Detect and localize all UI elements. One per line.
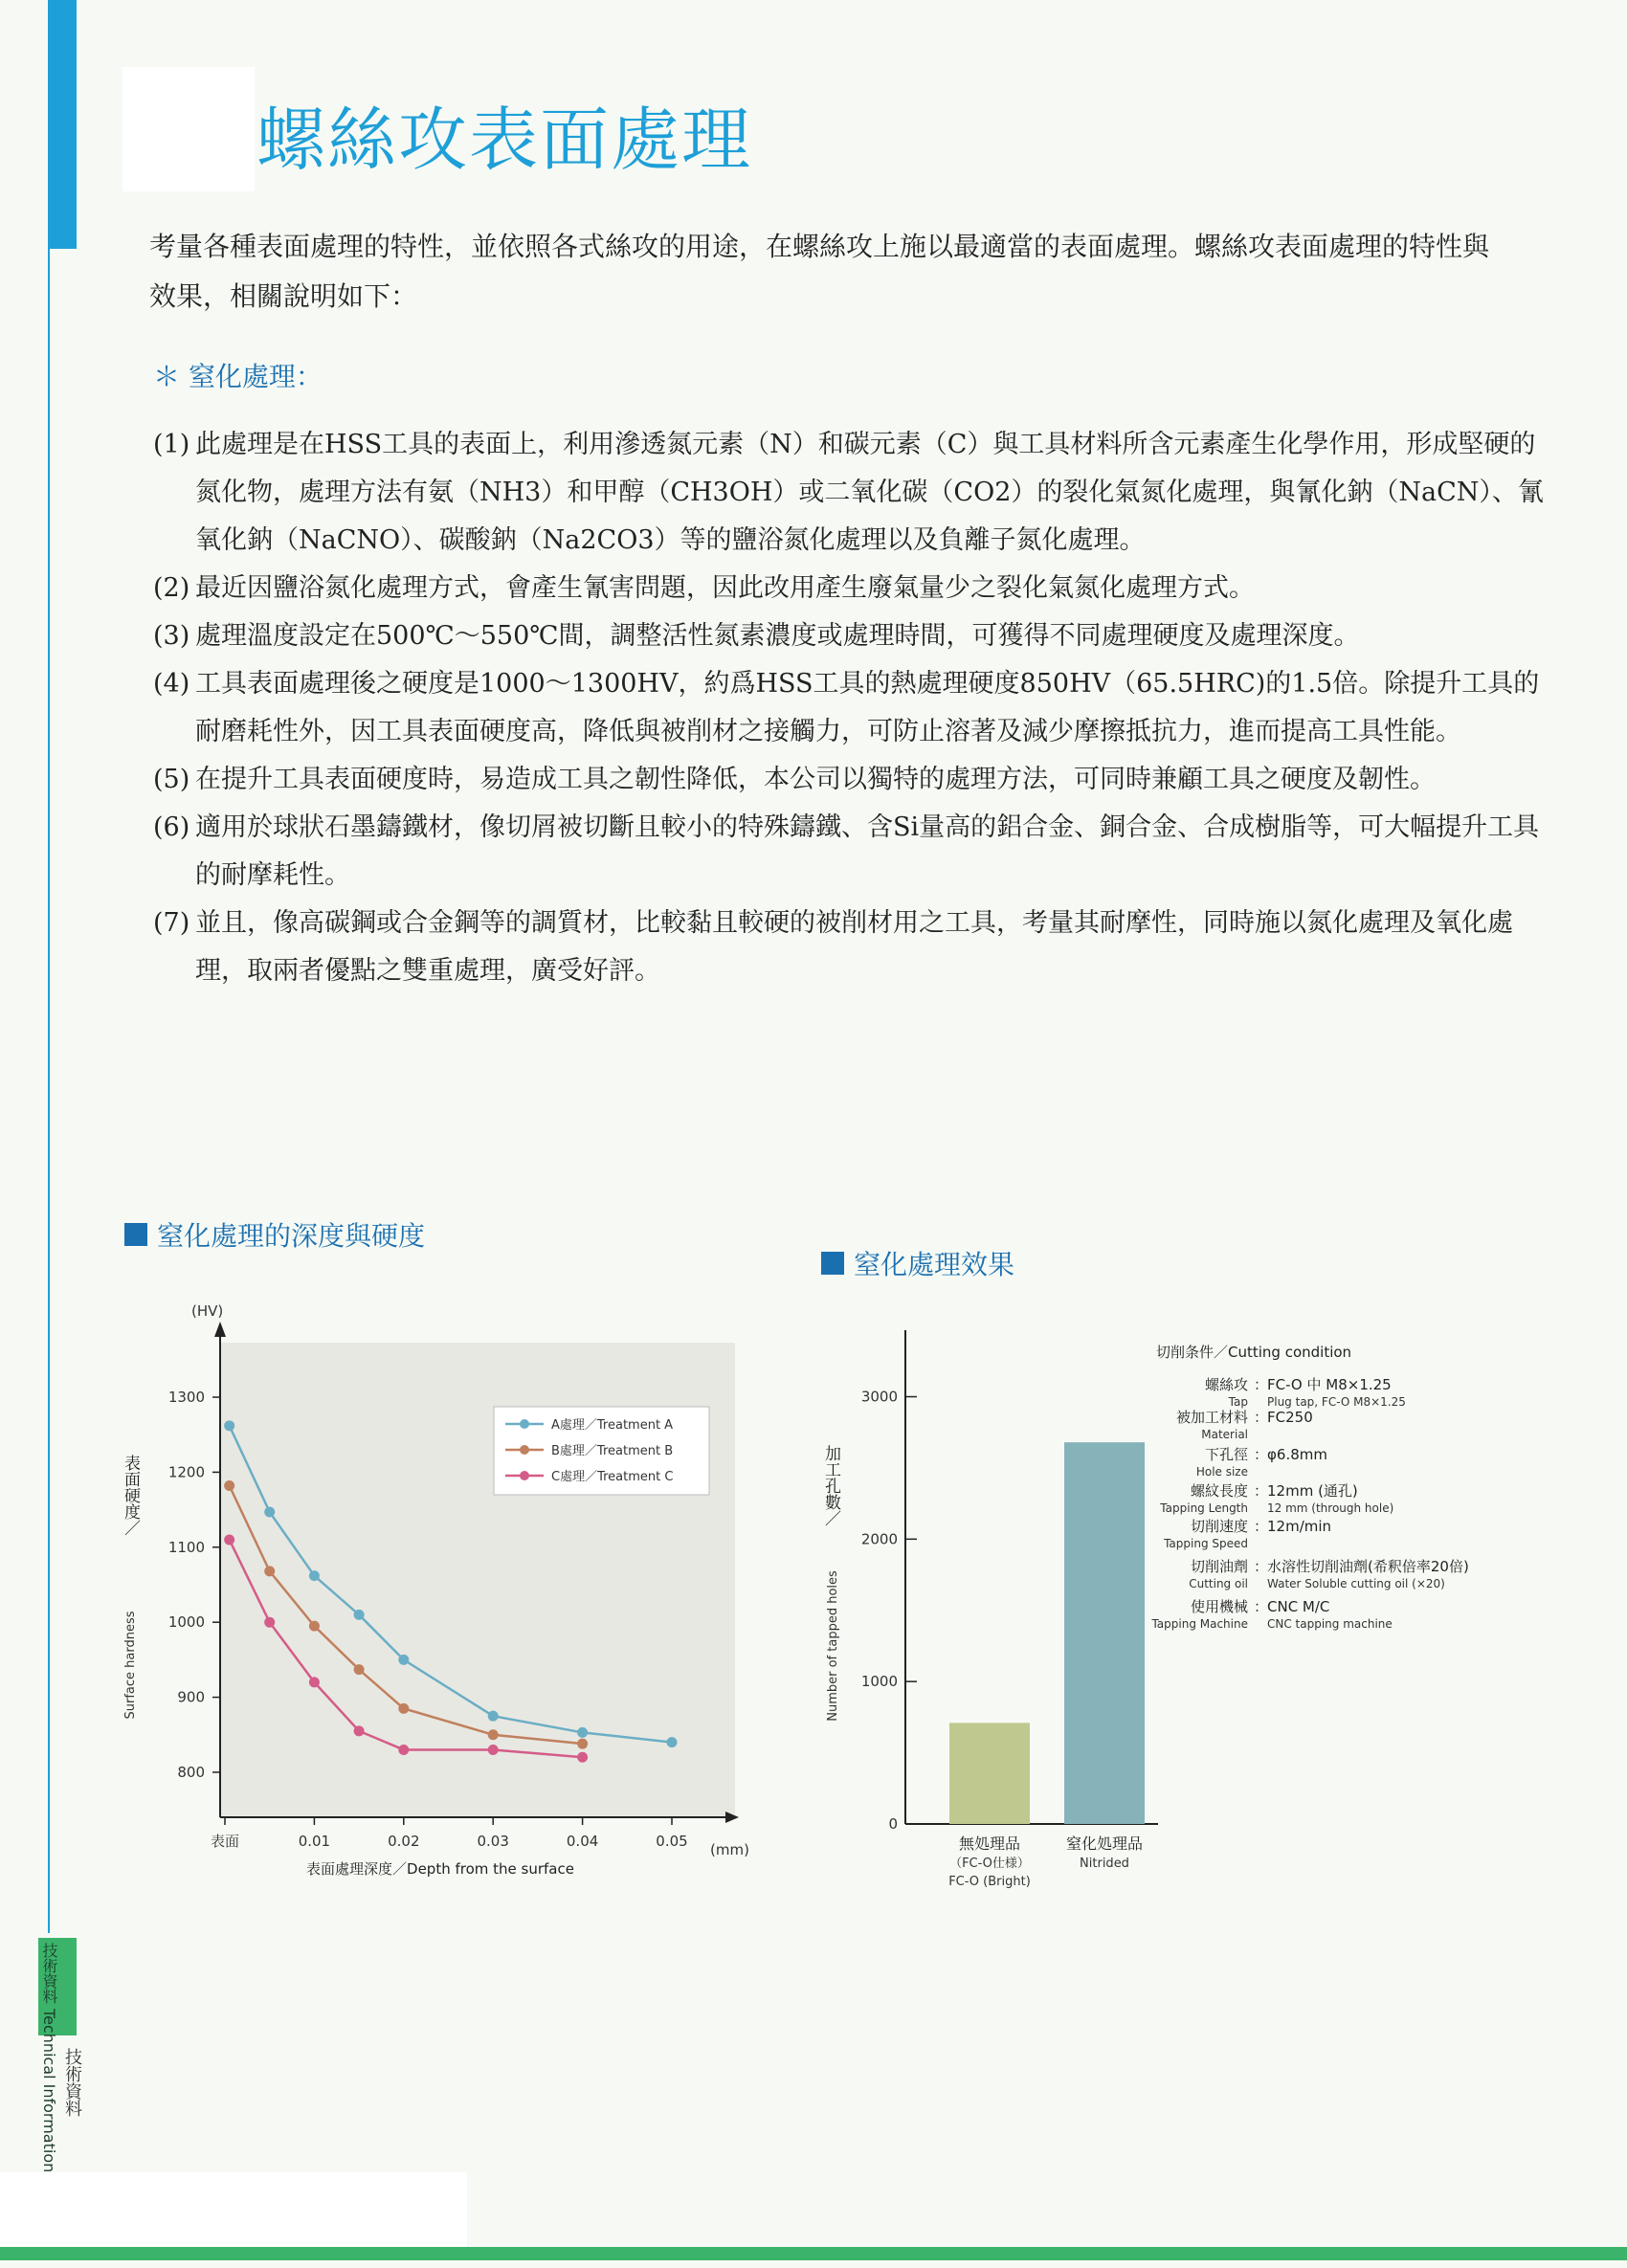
hardness-depth-chart bbox=[115, 1301, 785, 1895]
x-tick-label: 0.03 bbox=[477, 1833, 509, 1850]
list-item bbox=[153, 900, 1550, 995]
condition-label: 下孔徑 bbox=[1204, 1446, 1248, 1463]
y-tick-label: 0 bbox=[888, 1815, 898, 1833]
condition-value: FC250 bbox=[1267, 1409, 1313, 1426]
side-tab-label: 技術資料 Technical Information bbox=[40, 1943, 58, 2173]
y-tick-label: 900 bbox=[177, 1688, 205, 1706]
y-tick-label: 1300 bbox=[167, 1389, 205, 1407]
data-point bbox=[398, 1655, 409, 1665]
condition-label: 被加工材料 bbox=[1175, 1409, 1248, 1426]
item-number: (7) bbox=[153, 908, 190, 938]
condition-label-en: Tap bbox=[1228, 1395, 1248, 1409]
condition-value-en: CNC tapping machine bbox=[1267, 1617, 1393, 1631]
item-text: 並且，像高碳鋼或合金鋼等的調質材，比較黏且較硬的被削材用之工具，考量其耐摩性，同時施以氮化處理及氧化處理，取兩者優點之雙重處理，廣受好評。 bbox=[195, 908, 1513, 986]
condition-colon: ： bbox=[1254, 1558, 1269, 1575]
condition-value: 12m/min bbox=[1267, 1518, 1332, 1535]
page-title: 螺絲攻表面處理 bbox=[256, 100, 753, 180]
square-bullet-icon bbox=[821, 1252, 844, 1275]
data-point bbox=[224, 1420, 234, 1431]
data-point bbox=[264, 1617, 275, 1628]
list-item bbox=[153, 804, 1550, 900]
y-tick-label: 3000 bbox=[860, 1388, 898, 1406]
condition-colon: ： bbox=[1254, 1446, 1269, 1463]
condition-value-en: 12 mm (through hole) bbox=[1267, 1501, 1394, 1515]
x-unit-label: (mm) bbox=[710, 1841, 749, 1858]
y-tick-label: 1100 bbox=[167, 1538, 205, 1556]
condition-label-en: Hole size bbox=[1195, 1465, 1248, 1479]
condition-label: 切削速度 bbox=[1190, 1518, 1248, 1535]
list-item bbox=[153, 565, 1550, 612]
item-number: (2) bbox=[153, 573, 190, 603]
bar bbox=[949, 1723, 1030, 1824]
title-decoration bbox=[123, 67, 255, 191]
condition-colon: ： bbox=[1254, 1518, 1269, 1535]
data-point bbox=[309, 1677, 320, 1687]
list-item bbox=[153, 421, 1550, 565]
y-axis-label-en: Surface hardness bbox=[123, 1611, 138, 1720]
data-point bbox=[309, 1621, 320, 1632]
x-tick-label: 表面 bbox=[210, 1833, 240, 1850]
intro-paragraph: 考量各種表面處理的特性，並依照各式絲攻的用途，在螺絲攻上施以最適當的表面處理。螺絲攻表面處理的特性與效果，相關說明如下： bbox=[149, 231, 1490, 312]
category-sublabel: （FC-O仕様） bbox=[949, 1857, 1030, 1871]
legend-label: A處理／Treatment A bbox=[551, 1418, 674, 1433]
data-point bbox=[488, 1745, 499, 1755]
list-item bbox=[153, 612, 1550, 660]
legend-marker bbox=[520, 1471, 529, 1480]
item-text: 此處理是在HSS工具的表面上，利用滲透氮元素（N）和碳元素（C）與工具材料所含元素產生化學作用，形成堅硬的氮化物，處理方法有氨（NH3）和甲醇（CH3OH）或二氧化碳（CO2）的裂化氣氮化處理，與氰化鈉（NaCN）、氰氧化鈉（NaCNO）、碳酸鈉（Na2CO3）等的鹽浴氮化處理以及負離子氮化處理。 bbox=[195, 430, 1544, 555]
numbered-list bbox=[153, 421, 1550, 995]
x-axis-label: 表面處理深度／Depth from the surface bbox=[306, 1860, 574, 1878]
chart2-heading-text: 窒化處理效果 bbox=[854, 1249, 1015, 1280]
item-number: (1) bbox=[153, 430, 190, 459]
y-tick-label: 1000 bbox=[167, 1613, 205, 1632]
section-heading: ＊ 窒化處理： bbox=[153, 361, 323, 392]
item-number: (3) bbox=[153, 621, 190, 651]
side-label: 技術資料 bbox=[62, 2048, 82, 2117]
condition-value: 12mm (通孔) bbox=[1267, 1482, 1358, 1500]
data-point bbox=[667, 1737, 678, 1747]
list-item bbox=[153, 756, 1550, 804]
data-point bbox=[309, 1570, 320, 1581]
item-number: (4) bbox=[153, 669, 190, 699]
data-point bbox=[398, 1745, 409, 1755]
data-point bbox=[398, 1703, 409, 1714]
bar bbox=[1064, 1442, 1145, 1824]
data-point bbox=[488, 1729, 499, 1740]
category-label: 窒化処理品 bbox=[1065, 1834, 1144, 1853]
condition-colon: ： bbox=[1254, 1376, 1269, 1393]
data-point bbox=[488, 1711, 499, 1722]
y-unit-label: (HV) bbox=[191, 1302, 224, 1320]
item-text: 工具表面處理後之硬度是1000～1300HV，約爲HSS工具的熱處理硬度850HV（65.5HRC)的1.5倍。除提升工具的耐磨耗性外，因工具表面硬度高，降低與被削材之接觸力，可防止溶著及減少摩擦抵抗力，進而提高工具性能。 bbox=[195, 669, 1540, 746]
chart2-heading bbox=[821, 1244, 1014, 1282]
chart1-heading-text: 窒化處理的深度與硬度 bbox=[157, 1220, 426, 1252]
bottom-bar bbox=[0, 2247, 1627, 2260]
data-point bbox=[224, 1534, 234, 1545]
category-sublabel: Nitrided bbox=[1080, 1857, 1129, 1871]
square-bullet-icon bbox=[124, 1223, 147, 1246]
x-tick-label: 0.05 bbox=[656, 1833, 688, 1850]
item-text: 處理溫度設定在500℃～550℃間，調整活性氮素濃度或處理時間，可獲得不同處理硬度及處理深度。 bbox=[195, 621, 1360, 651]
left-accent-bar bbox=[48, 0, 77, 249]
condition-label: 切削油劑 bbox=[1190, 1558, 1248, 1575]
y-tick-label: 800 bbox=[177, 1763, 205, 1781]
item-text: 最近因鹽浴氮化處理方式，會產生氰害問題，因此改用產生廢氣量少之裂化氣氮化處理方式。 bbox=[195, 573, 1255, 603]
y-axis-arrow bbox=[214, 1322, 226, 1337]
footer-decoration bbox=[0, 2172, 467, 2247]
condition-label: 螺紋長度 bbox=[1190, 1482, 1248, 1500]
legend-label: C處理／Treatment C bbox=[551, 1470, 674, 1484]
condition-label: 螺絲攻 bbox=[1204, 1376, 1248, 1393]
conditions-title: 切削条件／Cutting condition bbox=[1156, 1344, 1352, 1361]
data-point bbox=[577, 1727, 588, 1738]
data-point bbox=[264, 1506, 275, 1517]
condition-value-en: Plug tap, FC-O M8×1.25 bbox=[1267, 1395, 1406, 1409]
condition-value: FC-O 中 M8×1.25 bbox=[1267, 1376, 1392, 1393]
category-label: 無処理品 bbox=[958, 1834, 1021, 1853]
legend-marker bbox=[520, 1419, 529, 1429]
item-text: 適用於球狀石墨鑄鐵材，像切屑被切斷且較小的特殊鑄鐵、含Si量高的鋁合金、銅合金、合成樹脂等，可大幅提升工具的耐摩耗性。 bbox=[195, 812, 1540, 890]
x-tick-label: 0.02 bbox=[388, 1833, 420, 1850]
data-point bbox=[224, 1480, 234, 1491]
y-tick-label: 2000 bbox=[860, 1530, 898, 1548]
legend-label: B處理／Treatment B bbox=[551, 1444, 674, 1458]
condition-label-en: Cutting oil bbox=[1189, 1577, 1248, 1590]
data-point bbox=[577, 1739, 588, 1749]
item-number: (6) bbox=[153, 812, 190, 842]
category-sublabel: FC-O (Bright) bbox=[948, 1875, 1031, 1889]
condition-value: CNC M/C bbox=[1267, 1598, 1330, 1615]
item-number: (5) bbox=[153, 765, 190, 794]
tapped-holes-chart bbox=[814, 1321, 1483, 1914]
data-point bbox=[577, 1752, 588, 1763]
condition-value-en: Water Soluble cutting oil (×20) bbox=[1267, 1577, 1445, 1590]
item-text: 在提升工具表面硬度時，易造成工具之韌性降低，本公司以獨特的處理方法，可同時兼顧工具之硬度及韌性。 bbox=[195, 765, 1436, 794]
y-axis-label-zh: 加工孔數／ bbox=[821, 1445, 840, 1526]
data-point bbox=[354, 1610, 365, 1620]
condition-label-en: Tapping Machine bbox=[1151, 1617, 1248, 1631]
condition-value: φ6.8mm bbox=[1267, 1446, 1327, 1463]
list-item bbox=[153, 660, 1550, 756]
chart1-heading bbox=[124, 1215, 425, 1254]
y-tick-label: 1200 bbox=[167, 1463, 205, 1481]
y-axis-label-en: Number of tapped holes bbox=[826, 1570, 840, 1722]
y-axis-label-zh: 表面硬度／ bbox=[121, 1455, 140, 1536]
data-point bbox=[264, 1566, 275, 1576]
x-tick-label: 0.01 bbox=[298, 1833, 331, 1850]
data-point bbox=[354, 1664, 365, 1675]
condition-colon: ： bbox=[1254, 1598, 1269, 1615]
condition-value: 水溶性切削油劑(希釈倍率20倍) bbox=[1267, 1558, 1469, 1575]
x-tick-label: 0.04 bbox=[566, 1833, 599, 1850]
legend-marker bbox=[520, 1445, 529, 1455]
condition-label-en: Tapping Speed bbox=[1164, 1537, 1248, 1550]
condition-colon: ： bbox=[1254, 1409, 1269, 1426]
y-tick-label: 1000 bbox=[860, 1673, 898, 1691]
condition-colon: ： bbox=[1254, 1482, 1269, 1500]
data-point bbox=[354, 1725, 365, 1736]
left-accent-line bbox=[48, 249, 50, 1933]
condition-label-en: Tapping Length bbox=[1160, 1501, 1248, 1515]
condition-label: 使用機械 bbox=[1190, 1598, 1248, 1615]
condition-label-en: Material bbox=[1201, 1428, 1248, 1441]
